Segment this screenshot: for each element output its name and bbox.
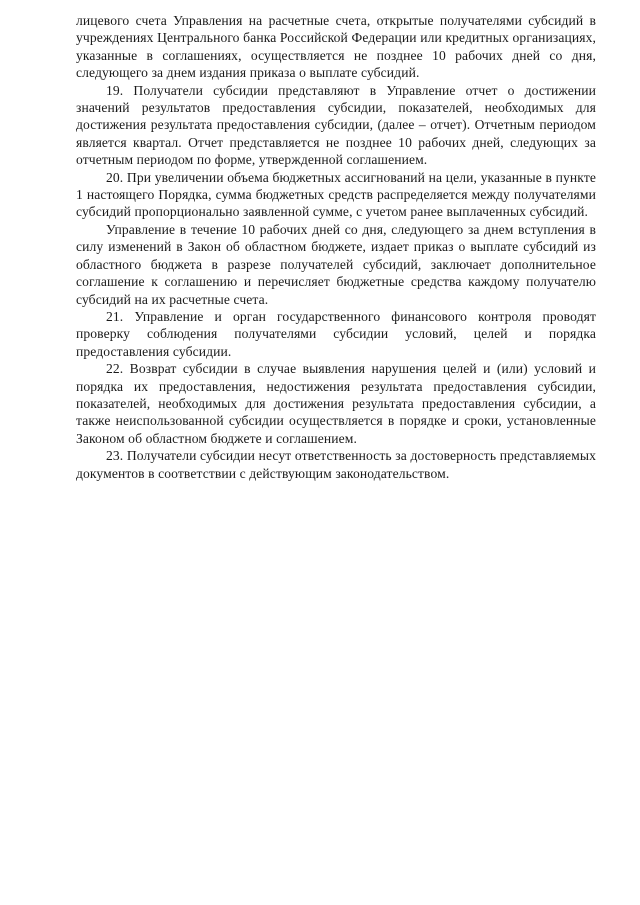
paragraph-23: 23. Получатели субсидии несут ответственность за достоверность представляемых документов в соответствии с действующим законодательством. [76, 448, 596, 481]
paragraph-19: 19. Получатели субсидии представляют в Управление отчет о достижении значений результатов предоставления субсидии, показателей, необходимых для достижения результата предоставления субсидии, (далее – отчет). Отчетным периодом является квартал. Отчет представляется не позднее 10 рабочих дней, следующих за отчетным периодом по форме, утвержденной соглашением. [76, 82, 596, 168]
paragraph-20-part-2: Управление в течение 10 рабочих дней со дня, следующего за днем вступления в силу изменений в Закон об областном бюджете, издает приказ о выплате субсидий из областного бюджета в разрезе получателей субсидий, заключает дополнительное соглашение к соглашению и перечисляет бюджетные средства каждому получателю субсидий на их расчетные счета. [76, 221, 596, 307]
paragraph-18-continuation: лицевого счета Управления на расчетные счета, открытые получателями субсидий в учреждениях Центрального банка Российской Федерации или кредитных организациях, указанные в соглашениях, осуществляется не позднее 10 рабочих дней со дня, следующего за днем издания приказа о выплате субсидий. [76, 13, 596, 81]
document-body [76, 12, 596, 482]
paragraph-20: 20. При увеличении объема бюджетных ассигнований на цели, указанные в пункте 1 настоящего Порядка, сумма бюджетных средств распределяется между получателями субсидий пропорционально заявленной сумме, с учетом ранее выплаченных субсидий. [76, 169, 596, 220]
paragraph-22: 22. Возврат субсидии в случае выявления нарушения целей и (или) условий и порядка их предоставления, недостижения результата предоставления субсидии, показателей, необходимых для достижения результата предоставления субсидии, а также неиспользованной субсидии осуществляется в порядке и сроки, установленные Законом об областном бюджете и соглашением. [76, 361, 596, 446]
paragraph-21: 21. Управление и орган государственного финансового контроля проводят проверку соблюдения получателями субсидии условий, целей и порядка предоставления субсидии. [76, 308, 596, 359]
